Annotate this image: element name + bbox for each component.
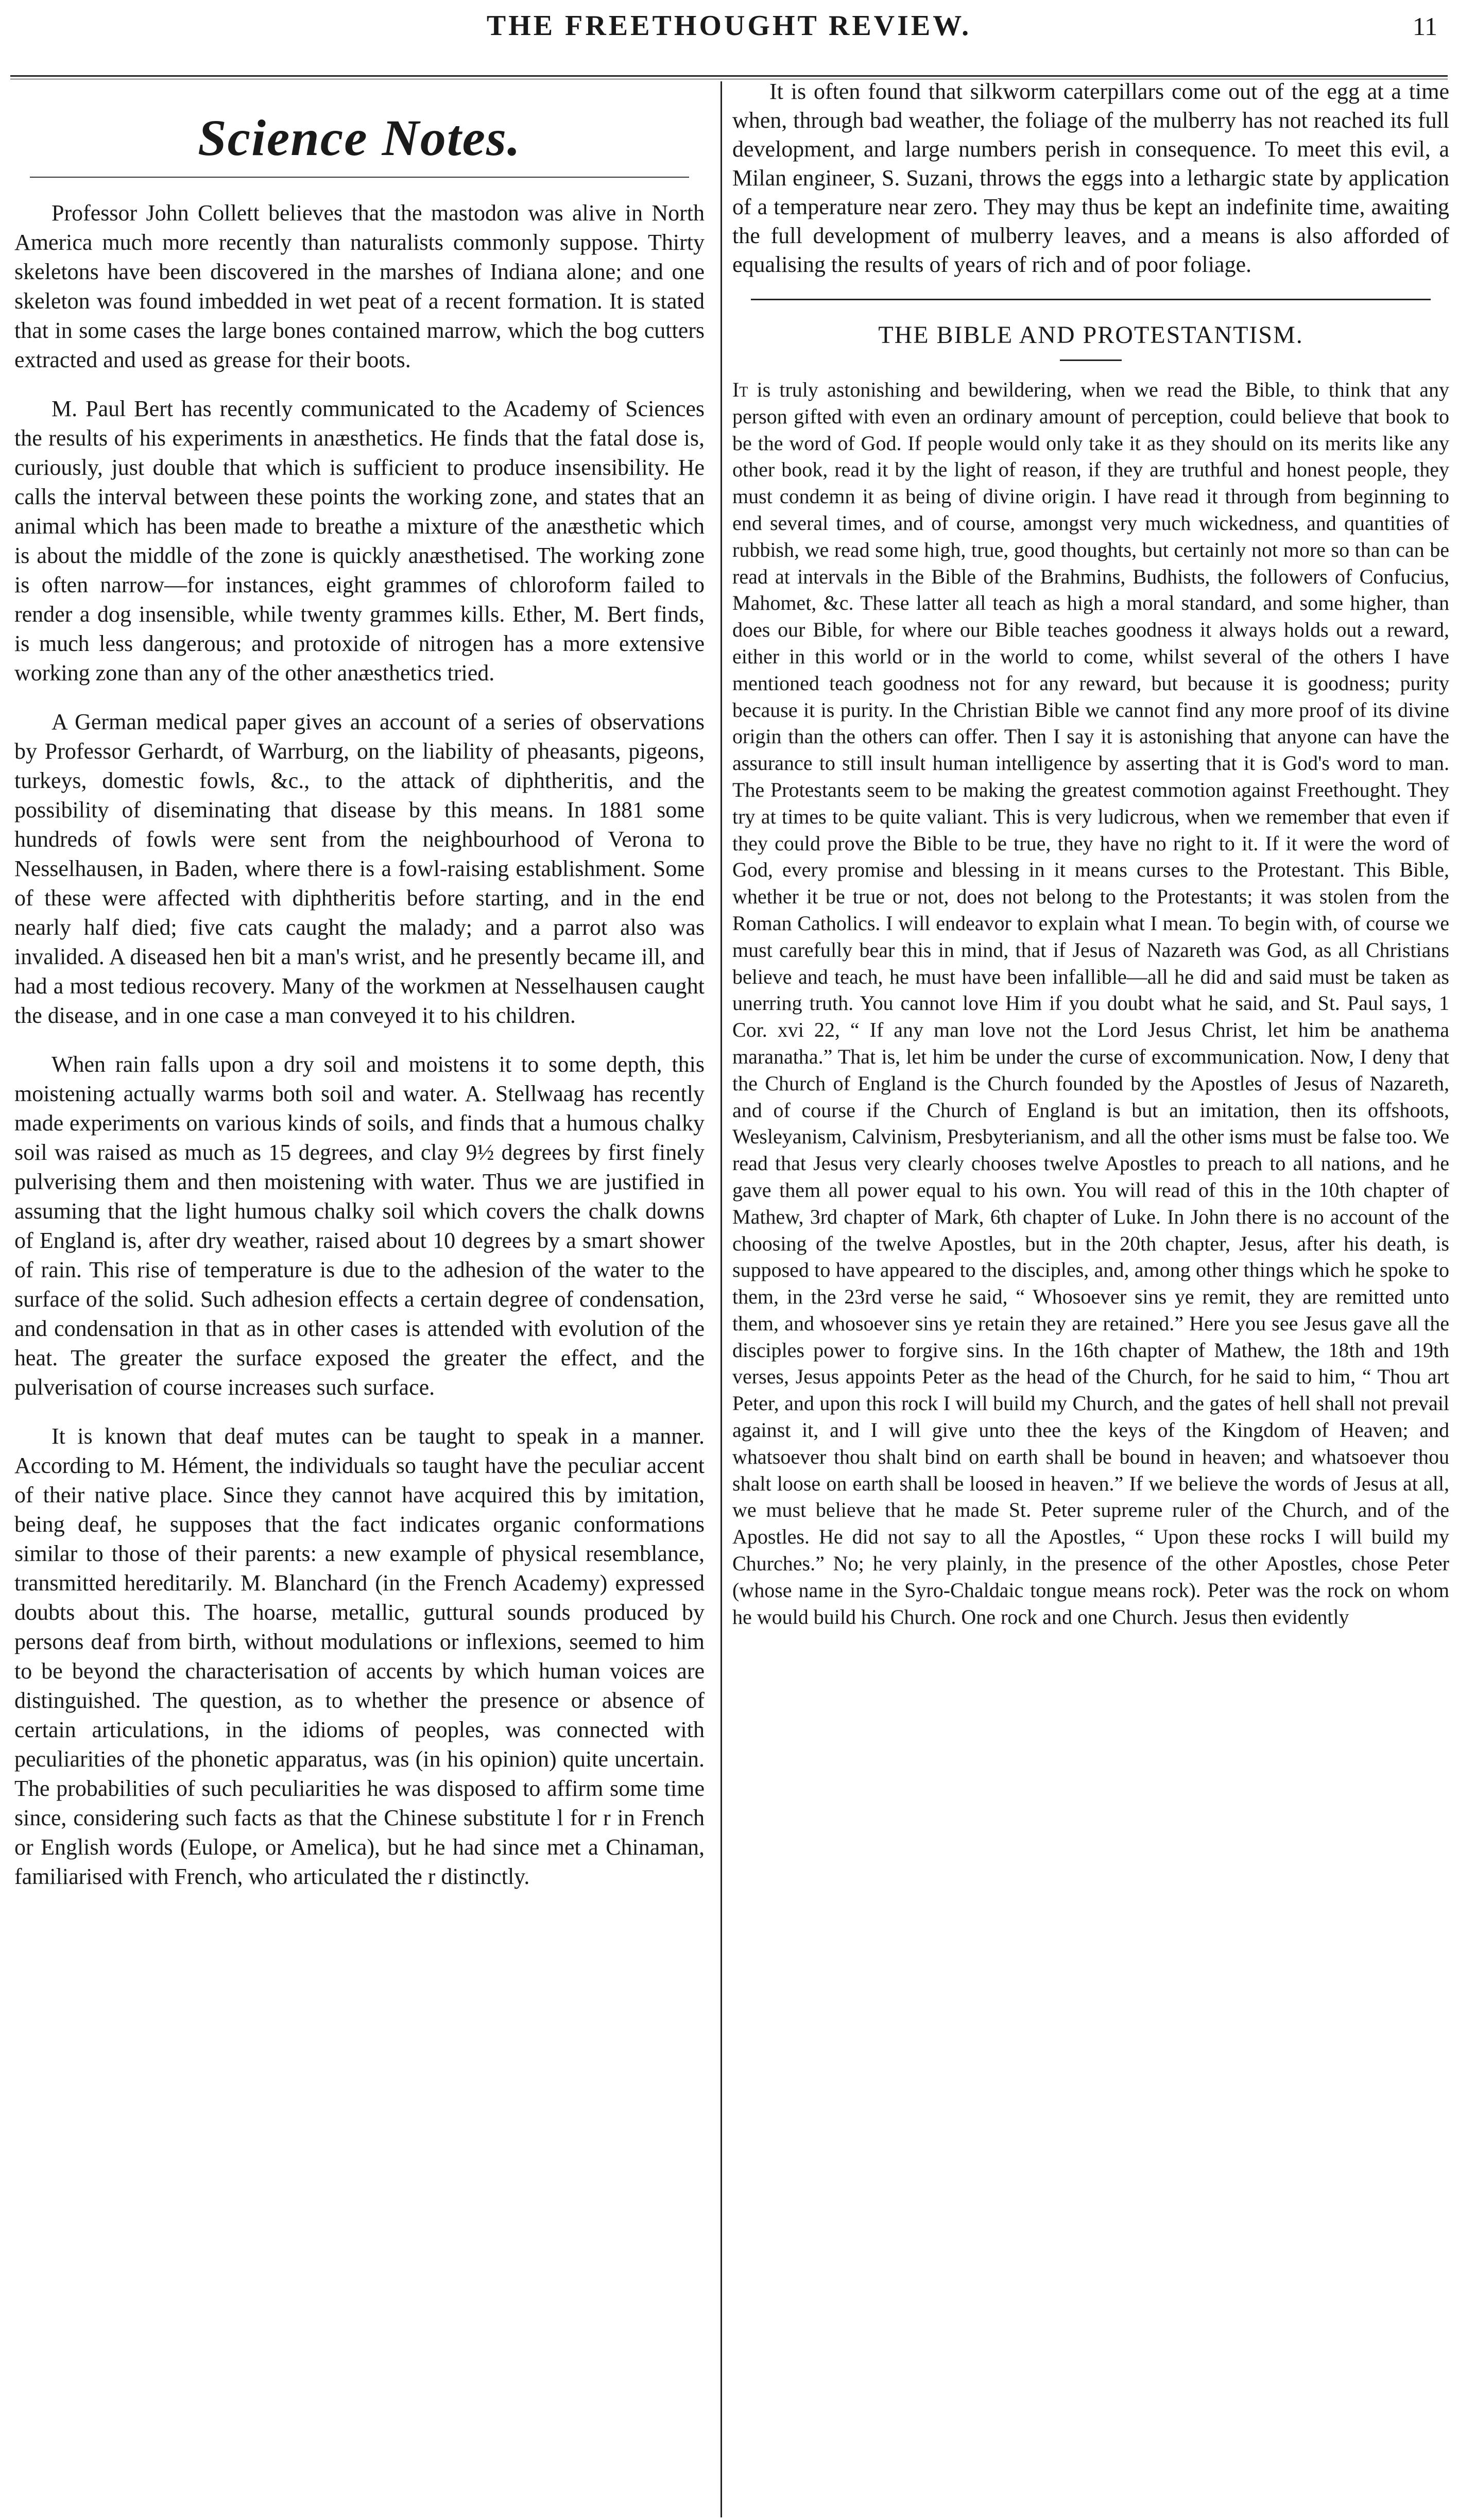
note-anaesthetics: M. Paul Bert has recently communicated to the Academy of Sciences the results of his experiments in anæsthetics. He finds that the fatal dose is, curiously, just double that which is sufficient to produce insensibility. He calls the interval between these points the working zone, and states that an animal which has been made to breathe a mixture of the anæsthetic which is about the middle of the zone is quickly anæsthetised. The working zone is often narrow—for instances, eight grammes of chloroform failed to render a dog insensible, while twenty grammes kills. Ether, M. Bert finds, is much less dangerous; and protoxide of nitrogen has a more extensive working zone than any of the other anæsthetics tried.	[14, 396, 705, 685]
running-head	[0, 7, 1458, 54]
article-body	[732, 376, 1449, 1630]
science-notes-heading: Science Notes.	[198, 109, 521, 166]
column-divider	[721, 81, 722, 2517]
note-soil-moistening: When rain falls upon a dry soil and moistens it to some depth, this moistening actually warms both soil and water. A. Stellwaag has recently made experiments on various kinds of soils, and finds that a humous chalky soil was raised as much as 15 degrees, and clay 9½ degrees by first finely pulverising them and then moistening with water. Thus we are justified in assuming that the light humous chalky soil which covers the chalk downs of England is, after dry weather, raised about 10 degrees by a smart shower of rain. This rise of temperature is due to the adhesion of the water to the surface of the solid. Such adhesion effects a certain degree of condensation, and condensation in that as in other cases is attended with evolution of the heat. The greater the surface exposed the greater the effect, and the pulverisation of course increases such surface.	[14, 1052, 705, 1400]
article-heading-rule	[1060, 359, 1122, 361]
note-diphtheritis: A German medical paper gives an account of a series of observations by Professor Gerhardt, of Warrburg, on the liability of pheasants, pigeons, turkeys, domestic fowls, &c., to the attack of diphtheritis, and the possibility of diseminating that disease by this means. In 1881 some hundreds of fowls were sent from the neighbourhood of Verona to Nesselhausen, in Baden, where there is a fowl-raising establishment. Some of these were affected with diphtheritis before starting, and in the end nearly half died; five cats caught the malady; and a parrot also was invalided. A diseased hen bit a man's wrist, and he presently became ill, and had a most tedious recovery. Many of the workmen at Nesselhausen caught the disease, and in one case a man conveyed it to his children.	[14, 709, 705, 1028]
running-title: THE FREETHOUGHT REVIEW.	[486, 10, 972, 42]
page-number: 11	[1412, 12, 1437, 41]
heading-rule	[30, 177, 689, 178]
note-mastodon: Professor John Collett believes that the mastodon was alive in North America much more recently than naturalists commonly suppose. Thirty skeletons have been discovered in the marshes of Indiana alone; and one skeleton was found imbedded in wet peat of a recent formation. It is stated that in some cases the large bones contained marrow, which the bog cutters extracted and used as grease for their boots.	[14, 200, 705, 372]
section-rule	[751, 299, 1431, 300]
article-heading: THE BIBLE AND PROTESTANTISM.	[878, 321, 1303, 349]
right-column	[732, 77, 1449, 2518]
article-dropcap: It	[732, 378, 748, 401]
left-column	[14, 77, 705, 2518]
article-body-text: is truly astonishing and bewildering, when we read the Bible, to think that any person gifted with even an ordinary amount of perception, could believe that book to be the word of God. If people would only take it as they should on its merits like any other book, read it by the light of reason, if they are truthful and honest people, they must condemn it as being of divine origin. I have read it through from beginning to end several times, and of course, amongst very much wickedness, and quantities of rubbish, we read some high, true, good thoughts, but certainly not more so than can be read at intervals in the Bible of the Brahmins, Budhists, the followers of Confucius, Mahomet, &c. These latter all teach as high a moral standard, and some higher, than does our Bible, for where our Bible teaches goodness it always holds out a reward, either in this world or in the world to come, whilst several of the others I have mentioned teach goodness not for any reward, but because it is goodness; purity because it is purity. In the Christian Bible we cannot find any more proof of its divine origin than the others can offer. Then I say it is astonishing that anyone can have the assurance to still insult human intelligence by asserting that it is God's word to man. The Protestants seem to be making the greatest commotion against Freethought. They try at times to be quite valiant. This is very ludicrous, when we remember that even if they could prove the Bible to be true, they have no right to it. If it were the word of God, every promise and blessing in it means curses to the Protestant. This Bible, whether it be true or not, does not belong to the Protestants; it was stolen from the Roman Catholics. I will endeavor to explain what I mean. To begin with, of course we must carefully bear this in mind, that if Jesus of Nazareth was God, as all Christians believe and teach, he must have been infallible—all he did and said must be taken as unerring truth. You cannot love Him if you doubt what he said, and St. Paul says, 1 Cor. xvi 22, “ If any man love not the Lord Jesus Christ, let him be anathema maranatha.” That is, let him be under the curse of excommunication. Now, I deny that the Church of England is the Church founded by the Apostles of Jesus of Nazareth, and of course if the Church of England is but an imitation, then its offshoots, Wesleyanism, Calvinism, Presbyterianism, and all the other isms must be false too. We read that Jesus very clearly chooses twelve Apostles to preach to all nations, and he gave them all power equal to his own. You will read of this in the 10th chapter of Mathew, 3rd chapter of Mark, 6th chapter of Luke. In John there is no account of the choosing of the twelve Apostles, but in the 20th chapter, Jesus, after his death, is supposed to have appeared to the disciples, and, among other things which he spoke to them, in the 23rd verse he said, “ Whosoever sins ye remit, they are remitted unto them, and whosoever sins ye retain they are retained.” Here you see Jesus gave all the disciples power to forgive sins. In the 16th chapter of Mathew, the 18th and 19th verses, Jesus appoints Peter as the head of the Church, for he said to him, “ Thou art Peter, and upon this rock I will build my Church, and the gates of hell shall not prevail against it, and I will give unto thee the keys of the Kingdom of Heaven; and whatsoever thou shalt bind on earth shall be bound in heaven; and whatsoever thou shalt loose on earth shall be loosed in heaven.” If we believe the words of Jesus at all, we must believe that he made St. Peter supreme ruler of the Church, and of the Apostles. He did not say to all the Apostles, “ Upon these rocks I will build my Churches.” No; he very plainly, in the presence of the other Apostles, chose Peter (whose name in the Syro-Chaldaic tongue means rock). Peter was the rock on whom he would build his Church. One rock and one Church. Jesus then evidently	[732, 378, 1449, 1628]
note-silkworm: It is often found that silkworm caterpillars come out of the egg at a time when, through bad weather, the foliage of the mulberry has not reached its full development, and large numbers perish in consequence. To meet this evil, a Milan engineer, S. Suzani, throws the eggs into a lethargic state by application of a temperature near zero. They may thus be kept an indefinite time, awaiting the full development of mulberry leaves, and a means is also afforded of equalising the results of years of rich and of poor foliage.	[732, 79, 1449, 277]
note-deaf-mutes: It is known that deaf mutes can be taught to speak in a manner. According to M. Hément, the individuals so taught have the peculiar accent of their native place. Since they cannot have acquired this by imitation, being deaf, he supposes that the fact indicates organic conformations similar to those of their parents: a new example of physical resemblance, transmitted hereditarily. M. Blanchard (in the French Academy) expressed doubts about this. The hoarse, metallic, guttural sounds produced by persons deaf from birth, without modulations or inflexions, seemed to him to be beyond the characterisation of accents by which human voices are distinguished. The question, as to whether the presence or absence of certain articulations, in the idioms of peoples, was connected with peculiarities of the phonetic apparatus, was (in his opinion) quite uncertain. The probabilities of such peculiarities he was disposed to affirm some time since, considering such facts as that the Chinese substitute l for r in French or English words (Eulope, or Amelica), but he had since met a Chinaman, familiarised with French, who articulated the r distinctly.	[14, 1424, 705, 1889]
